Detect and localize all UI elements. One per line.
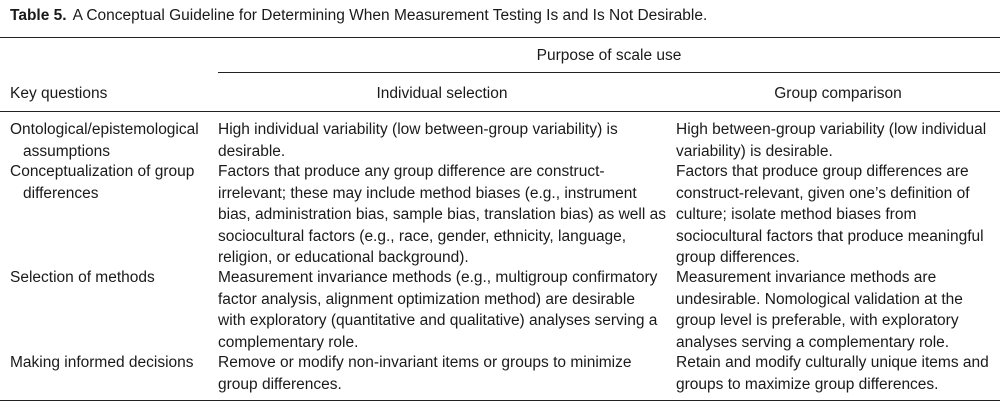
row-individual-decisions: Remove or modify non-invariant items or groups to minimize group differences. <box>218 354 632 393</box>
row-key-decisions: Making informed decisions <box>10 354 194 371</box>
spanner-header: Purpose of scale use <box>536 47 682 64</box>
header-rule <box>0 111 1000 112</box>
row-group-ontological: High between-group variability (low individual variability) is desirable. <box>676 121 987 160</box>
row-individual-conceptualization: Factors that produce any group difference are construct-irrelevant; these may include method biases (e.g., instrument bias, administration bias, sample bias, translation bias) as well as sociocultural factors (e.g., race, gender, ethnicity, language, religion, or educational background). <box>218 163 666 266</box>
row-key-methods: Selection of methods <box>10 269 155 286</box>
row-group-conceptualization: Factors that produce group differences are construct-relevant, given one’s definition of culture; isolate method biases from sociocultural factors that produce meaningful group differences. <box>676 163 984 266</box>
table-caption <box>10 6 707 26</box>
spanner-rule <box>218 72 1000 73</box>
individual-selection-header: Individual selection <box>376 85 508 102</box>
key-questions-header: Key questions <box>10 85 108 102</box>
row-individual-methods: Measurement invariance methods (e.g., multigroup confirmatory factor analysis, alignment optimization method) are desirable with exploratory (quantitative and qualitative) analyses serving a complementary role. <box>218 269 658 351</box>
bottom-rule <box>0 400 1000 401</box>
top-rule <box>0 37 1000 38</box>
row-key-ontological: Ontological/epistemological assumptions <box>10 121 199 160</box>
row-key-conceptualization: Conceptualization of group differences <box>10 163 195 202</box>
row-group-methods: Measurement invariance methods are undesirable. Nomological validation at the group level is preferable, with exploratory analyses serving a complementary role. <box>676 269 963 351</box>
group-comparison-header: Group comparison <box>774 85 902 102</box>
table-title: A Conceptual Guideline for Determining When Measurement Testing Is and Is Not Desirable. <box>72 7 708 24</box>
table-label: Table 5. <box>10 7 67 24</box>
row-group-decisions: Retain and modify culturally unique items and groups to maximize group differences. <box>676 354 989 393</box>
row-individual-ontological: High individual variability (low between-group variability) is desirable. <box>218 121 618 160</box>
